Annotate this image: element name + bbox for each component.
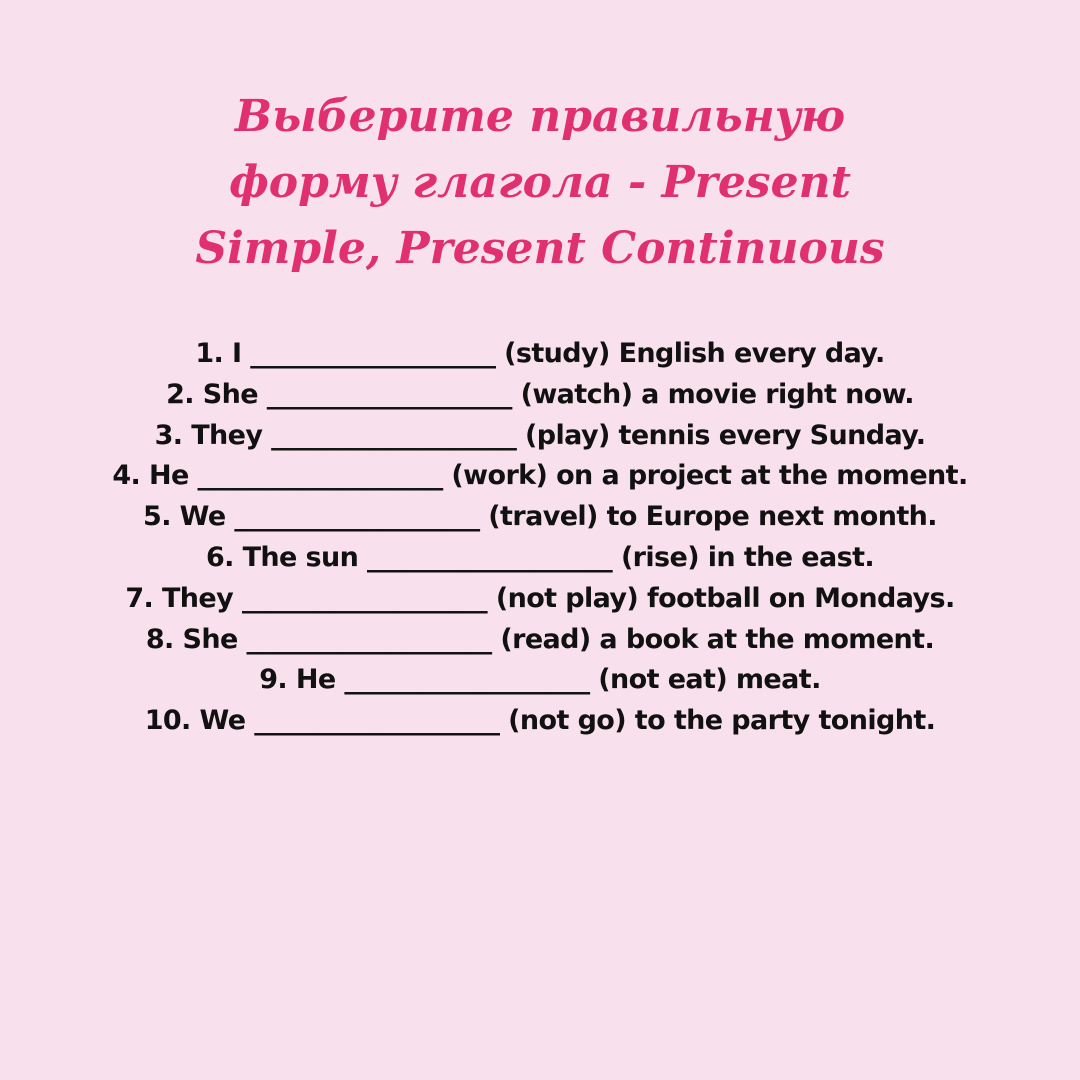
title-line-1: Выберите правильную xyxy=(234,91,846,142)
exercise-item-6: 6. The sun ___________________ (rise) in the east. xyxy=(205,541,875,573)
exercise-item-7: 7. They ___________________ (not play) football on Mondays. xyxy=(125,582,955,614)
worksheet-title xyxy=(140,84,940,282)
exercise-item-2: 2. She ___________________ (watch) a movie right now. xyxy=(166,378,914,410)
exercise-item-1: 1. I ___________________ (study) English every day. xyxy=(195,338,885,369)
title-line-3: Simple, Present Continuous xyxy=(195,223,885,274)
exercise-item-4: 4. He ___________________ (work) on a project at the moment. xyxy=(112,460,968,492)
exercise-item-8: 8. She ___________________ (read) a book at the moment. xyxy=(145,623,935,655)
exercise-item-9: 9. He ___________________ (not eat) meat. xyxy=(259,664,821,696)
exercise-item-5: 5. We ___________________ (travel) to Europe next month. xyxy=(143,501,937,533)
exercise-item-10: 10. We ___________________ (not go) to the party tonight. xyxy=(144,705,936,737)
exercise-item-3: 3. They ___________________ (play) tennis every Sunday. xyxy=(154,419,926,451)
title-line-2: форму глагола - Present xyxy=(229,157,851,208)
exercise-list xyxy=(0,334,1080,742)
